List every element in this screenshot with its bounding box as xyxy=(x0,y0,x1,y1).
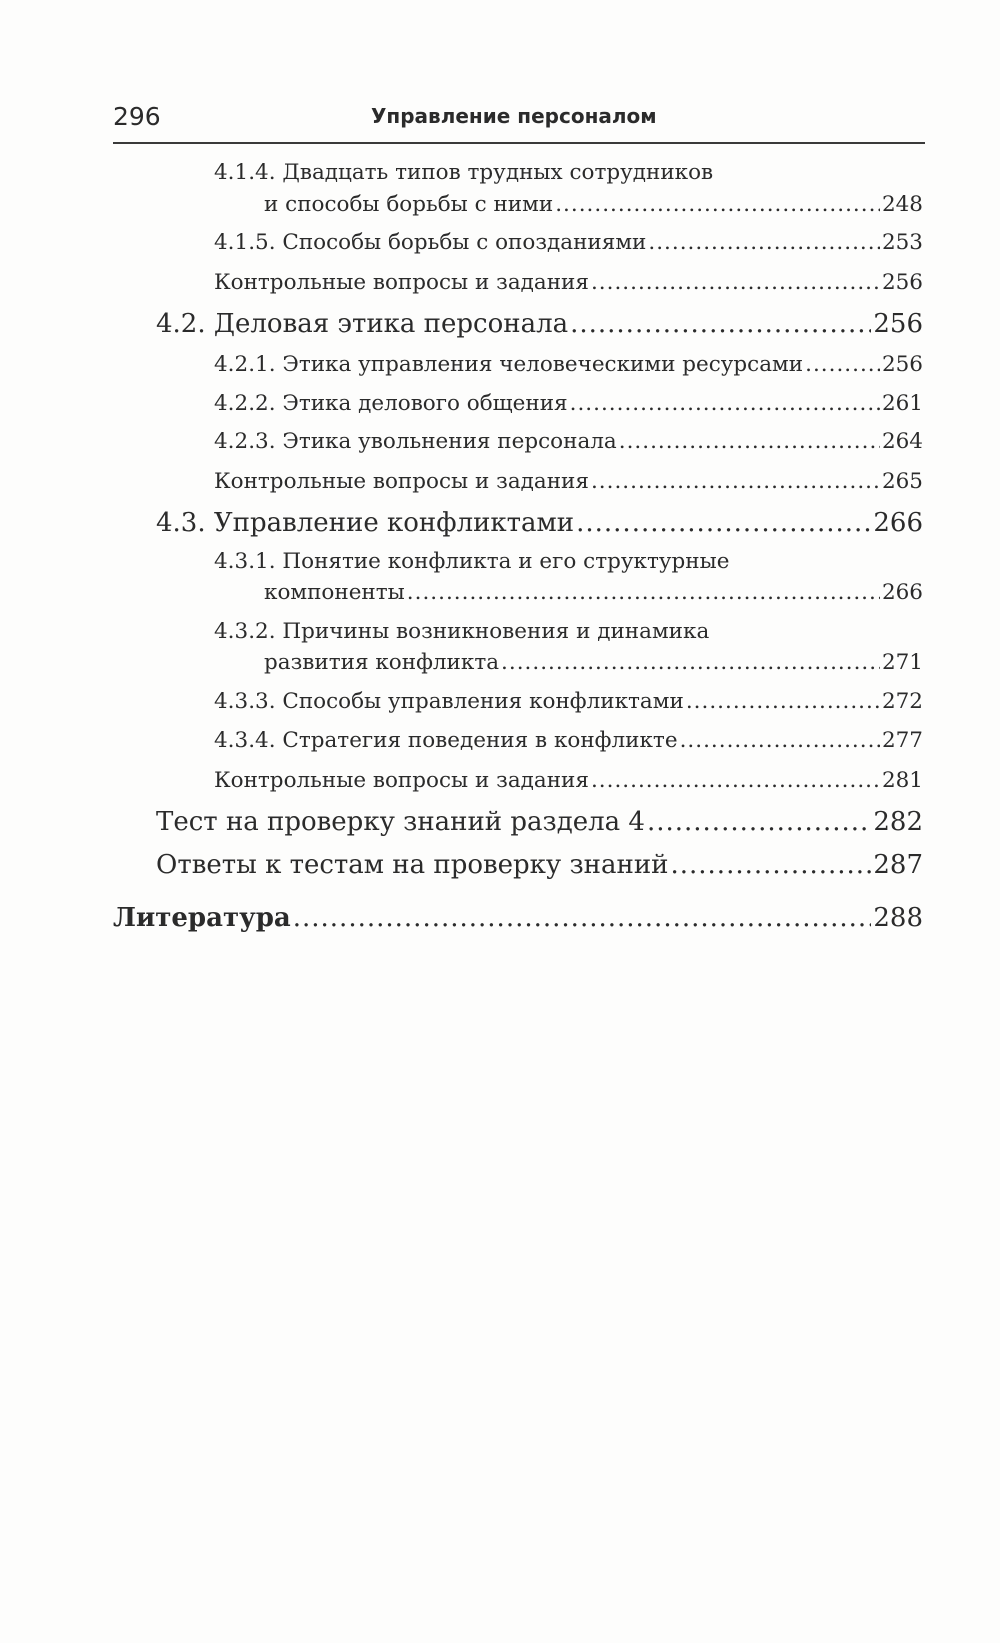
running-title: Управление персоналом xyxy=(371,104,657,128)
toc-page-number: 248 xyxy=(881,192,923,217)
dot-leader xyxy=(647,807,871,837)
dot-leader xyxy=(591,270,880,295)
toc-page-number: 266 xyxy=(881,580,923,605)
dot-leader xyxy=(670,850,871,880)
toc-entry-answers[interactable] xyxy=(156,850,923,880)
toc-entry-4-2-1[interactable] xyxy=(214,352,923,377)
toc-entry-4-3-3[interactable] xyxy=(214,689,923,714)
toc-entry-title: Тест на проверку знаний раздела 4 xyxy=(156,807,645,837)
dot-leader xyxy=(805,352,880,377)
toc-page-number: 281 xyxy=(881,768,923,793)
toc-page-number: 265 xyxy=(881,469,923,494)
dot-leader xyxy=(648,230,880,255)
toc-entry-title: 4.2. Деловая этика персонала xyxy=(156,309,569,339)
toc-page-number: 272 xyxy=(881,689,923,714)
toc-page-number: 271 xyxy=(881,650,923,675)
toc-entry-title: 4.1.5. Способы борьбы с опозданиями xyxy=(214,230,647,255)
dot-leader xyxy=(293,903,872,933)
dot-leader xyxy=(501,650,880,675)
toc-entry-4-1-questions[interactable] xyxy=(214,270,923,295)
toc-entry-4-3[interactable] xyxy=(156,508,923,538)
dot-leader xyxy=(680,728,880,753)
toc-entry-title: 4.2.3. Этика увольнения персонала xyxy=(214,429,617,454)
toc-entry-test-section-4[interactable] xyxy=(156,807,923,837)
dot-leader xyxy=(686,689,880,714)
toc-page-number: 282 xyxy=(873,807,923,837)
toc-page-number: 253 xyxy=(881,230,923,255)
toc-entry-4-1-4[interactable] xyxy=(264,192,923,217)
toc-page-number: 256 xyxy=(873,309,923,339)
toc-entry-title: 4.3. Управление конфликтами xyxy=(156,508,575,538)
toc-entry-4-3-1-line1: 4.3.1. Понятие конфликта и его структурные xyxy=(214,549,730,574)
toc-entry-title: 4.2.2. Этика делового общения xyxy=(214,391,568,416)
toc-entry-title: компоненты xyxy=(264,580,405,605)
toc-entry-title: Контрольные вопросы и задания xyxy=(214,270,589,295)
toc-entry-title: 4.2.1. Этика управления человеческими ресурсами xyxy=(214,352,804,377)
toc-page-number: 266 xyxy=(873,508,923,538)
dot-leader xyxy=(570,309,871,339)
toc-page-number: 264 xyxy=(881,429,923,454)
dot-leader xyxy=(555,192,880,217)
toc-entry-4-3-questions[interactable] xyxy=(214,768,923,793)
dot-leader xyxy=(591,768,880,793)
dot-leader xyxy=(407,580,880,605)
page-number: 296 xyxy=(113,102,161,131)
toc-entry-title: 4.3.4. Стратегия поведения в конфликте xyxy=(214,728,678,753)
dot-leader xyxy=(591,469,880,494)
toc-page-number: 256 xyxy=(881,352,923,377)
toc-entry-4-2-3[interactable] xyxy=(214,429,923,454)
toc-entry-title: Контрольные вопросы и задания xyxy=(214,469,589,494)
toc-page-number: 277 xyxy=(881,728,923,753)
toc-entry-4-2-questions[interactable] xyxy=(214,469,923,494)
toc-page-number: 287 xyxy=(873,850,923,880)
toc-page-number: 256 xyxy=(881,270,923,295)
toc-page-number: 288 xyxy=(873,903,923,933)
toc-entry-4-3-4[interactable] xyxy=(214,728,923,753)
dot-leader xyxy=(570,391,880,416)
toc-entry-title: Контрольные вопросы и задания xyxy=(214,768,589,793)
toc-entry-4-3-2[interactable] xyxy=(264,650,923,675)
toc-entry-title: и способы борьбы с ними xyxy=(264,192,554,217)
dot-leader xyxy=(619,429,880,454)
toc-entry-title: Литература xyxy=(113,903,291,933)
toc-entry-4-1-5[interactable] xyxy=(214,230,923,255)
toc-page-number: 261 xyxy=(881,391,923,416)
toc-entry-title: 4.3.3. Способы управления конфликтами xyxy=(214,689,684,714)
dot-leader xyxy=(576,508,871,538)
toc-entry-4-3-1[interactable] xyxy=(264,580,923,605)
toc-entry-4-3-2-line1: 4.3.2. Причины возникновения и динамика xyxy=(214,619,710,644)
toc-entry-literature[interactable] xyxy=(113,903,923,933)
toc-entry-title: Ответы к тестам на проверку знаний xyxy=(156,850,669,880)
toc-entry-4-2[interactable] xyxy=(156,309,923,339)
toc-entry-title: развития конфликта xyxy=(264,650,500,675)
toc-entry-4-1-4-line1: 4.1.4. Двадцать типов трудных сотрудников xyxy=(214,160,714,185)
toc-entry-4-2-2[interactable] xyxy=(214,391,923,416)
